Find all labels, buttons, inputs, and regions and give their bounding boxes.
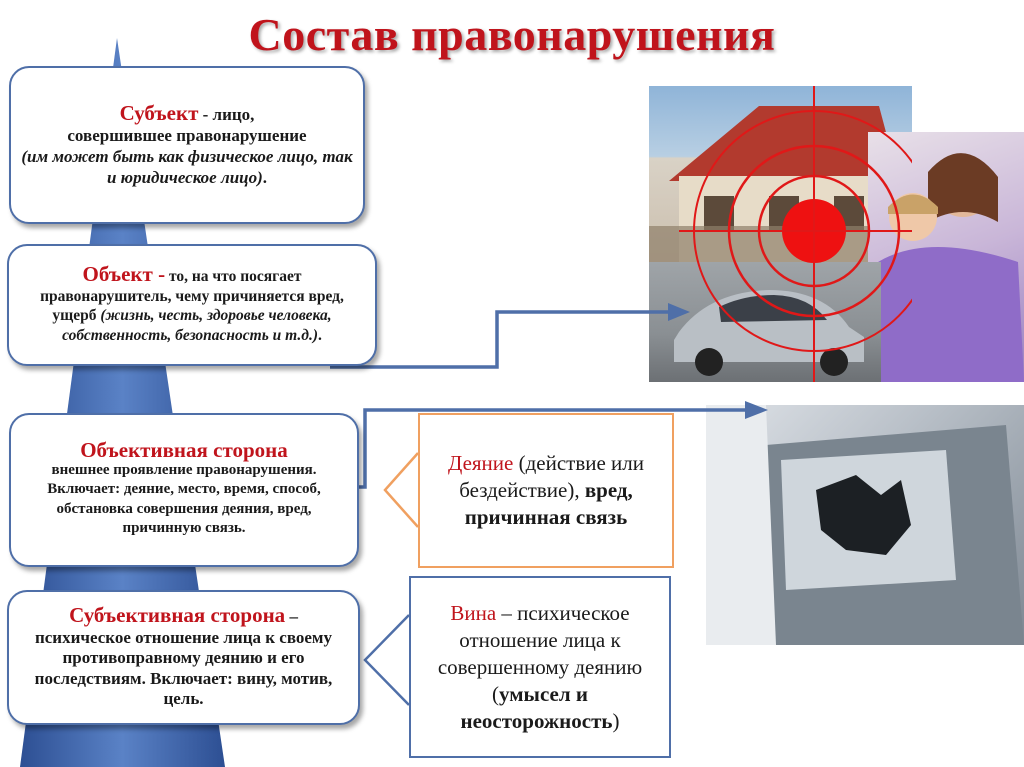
guilt-box bbox=[409, 576, 671, 758]
object-italic: (жизнь, честь, здоровье человека, собственность, безопасность и т.д.) bbox=[62, 307, 332, 344]
subject-end: . bbox=[262, 167, 268, 187]
objective-side-text: внешнее проявление правонарушения. Включает: деяние, место, время, способ, обстановка совершения деяния, вред, причинную связь. bbox=[47, 461, 321, 537]
subject-italic: (им может быть как физическое лицо, так и юридическое лицо) bbox=[21, 146, 353, 187]
act-text: (действие или бездействие), bbox=[459, 451, 645, 502]
subjective-side-dash: – bbox=[285, 607, 298, 627]
page-title: Состав правонарушения bbox=[248, 9, 776, 60]
object-box bbox=[7, 244, 377, 366]
act-box bbox=[418, 413, 674, 568]
act-bold: вред, причинная связь bbox=[464, 478, 633, 529]
subject-heading: Субъект bbox=[119, 100, 199, 125]
subject-box bbox=[9, 66, 365, 224]
guilt-bold: умысел и неосторожность bbox=[460, 681, 613, 733]
subject-dash: - лицо, bbox=[198, 104, 255, 124]
subjective-side-box bbox=[7, 590, 360, 725]
objective-side-heading: Объективная сторона bbox=[80, 438, 288, 463]
guilt-end: ) bbox=[612, 708, 620, 733]
objective-side-box bbox=[9, 413, 359, 567]
object-end: . bbox=[318, 326, 322, 344]
subject-line2: совершившее правонарушение bbox=[67, 125, 307, 145]
object-text: то, на что посягает правонарушитель, чему причиняется вред, ущерб bbox=[40, 268, 344, 324]
subjective-side-text: психическое отношение лица к своему противоправному деянию и его последствиям. Включает: вину, мотив, цель. bbox=[34, 627, 333, 709]
subjective-side-heading: Субъективная сторона bbox=[69, 603, 286, 628]
guilt-text: – психическое отношение лица к совершенному деянию ( bbox=[437, 600, 643, 706]
act-heading: Деяние bbox=[447, 451, 514, 475]
guilt-heading: Вина bbox=[450, 600, 497, 625]
object-heading: Объект - bbox=[82, 262, 166, 286]
